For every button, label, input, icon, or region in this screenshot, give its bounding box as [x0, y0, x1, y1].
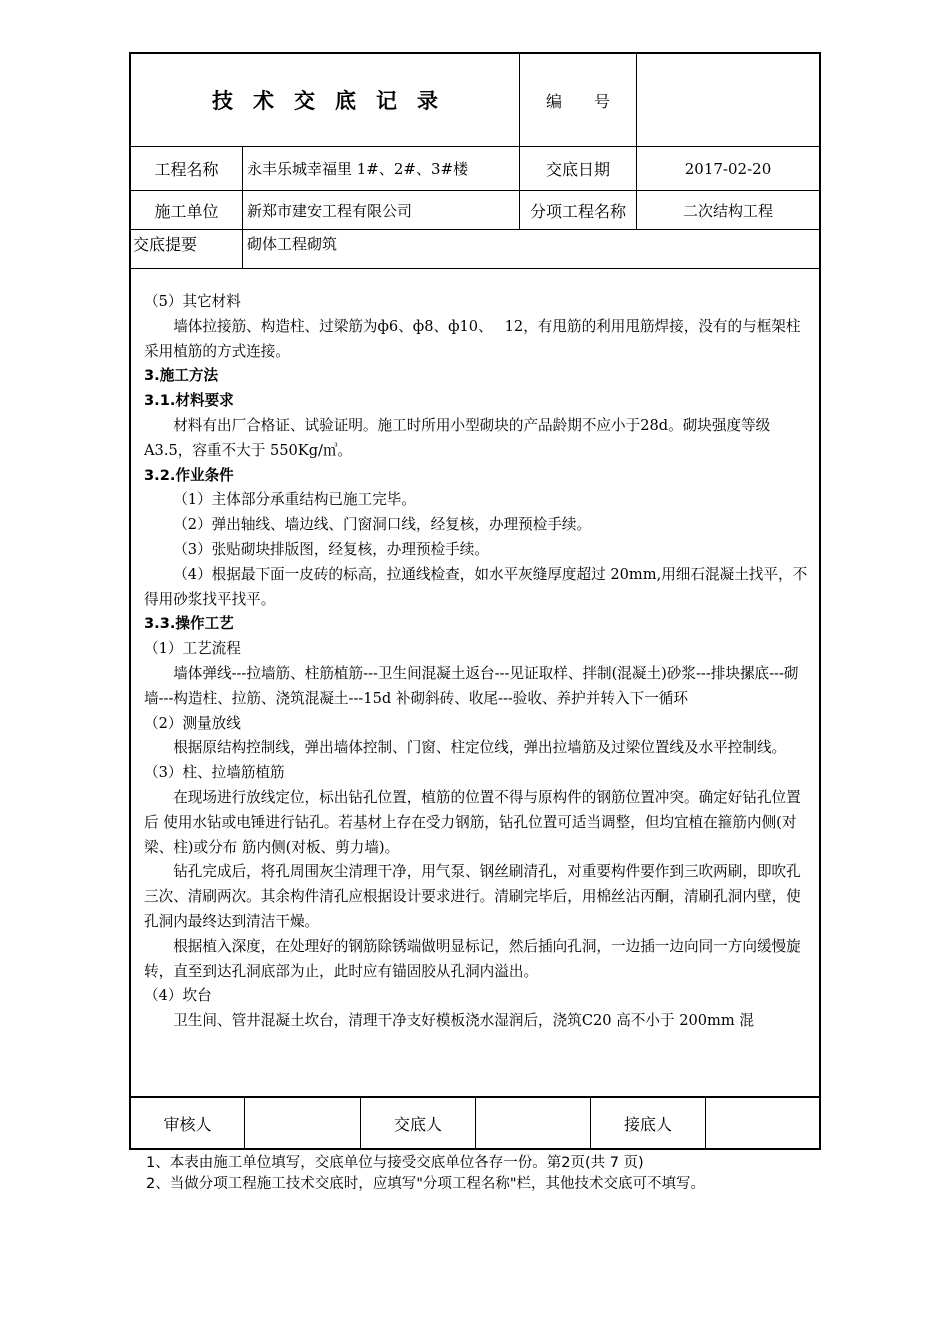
- discloser-value[interactable]: [476, 1098, 590, 1148]
- reviewer-label: 审核人: [163, 1114, 212, 1134]
- content-paragraph: 卫生间、管井混凝土坎台，清理干净支好模板浇水湿润后，浇筑C20 高不小于 200mm 混: [173, 1012, 754, 1030]
- receiver-label: 接底人: [623, 1114, 672, 1134]
- subproject-value[interactable]: 二次结构工程: [682, 201, 773, 220]
- content-paragraph: 墙体弹线---拉墙筋、柱筋植筋---卫生间混凝土返台---见证取样、拌制(混凝土)砂浆---排块摞底---砌墙---构造柱、拉筋、浇筑混凝土---15d 补砌斜砖、收尾---验收、养护并转入下一循环: [144, 664, 799, 707]
- section-heading: 3.2.作业条件: [144, 466, 234, 484]
- divider: [131, 268, 819, 269]
- content-paragraph: 在现场进行放线定位，标出钻孔位置，植筋的位置不得与原构件的钢筋位置冲突。确定好钻孔位置后 使用水钻或电锤进行钻孔。若基材上存在受力钢筋，钻孔位置可适当调整，但均宜植在箍筋内侧(对梁、柱)或分布 筋内侧(对板、剪力墙)。: [144, 788, 801, 856]
- content-paragraph: （3）张贴砌块排版图，经复核，办理预检手续。: [173, 540, 489, 558]
- summary-label: 交底提要: [133, 234, 198, 254]
- number-value[interactable]: [637, 54, 819, 146]
- note-line: 2、当做分项工程施工技术交底时，应填写"分项工程名称"栏，其他技术交底可不填写。: [146, 1176, 706, 1192]
- content-paragraph: （4）根据最下面一皮砖的标高，拉通线检查，如水平灰缝厚度超过 20mm,用细石混凝土找平，不得用砂浆找平找平。: [144, 565, 808, 608]
- section-heading: 3.3.操作工艺: [144, 615, 234, 633]
- reviewer-value[interactable]: [245, 1098, 360, 1148]
- content-paragraph: 根据植入深度，在处理好的钢筋除锈端做明显标记，然后插向孔洞，一边插一边向同一方向缓慢旋转，直至到达孔洞底部为止，此时应有锚固胶从孔洞内溢出。: [144, 937, 801, 980]
- content-paragraph: 钻孔完成后，将孔周围灰尘清理干净，用气泵、钢丝刷清孔，对重要构件要作到三吹两刷，即吹孔三次、清刷两次。其余构件清孔应根据设计要求进行。清刷完毕后，用棉丝沾丙酮，清刷孔洞内壁，使孔洞内最终达到清洁干燥。: [144, 863, 801, 930]
- content-paragraph: 墙体拉接筋、构造柱、过梁筋为ф6、ф8、ф10、 12，有甩筋的利用甩筋焊接，没有的与框架柱采用植筋的方式连接。: [144, 317, 801, 360]
- content-paragraph: （2）测量放线: [144, 714, 241, 732]
- company-value[interactable]: 新郑市建安工程有限公司: [247, 201, 413, 220]
- content-paragraph: （1）工艺流程: [144, 640, 241, 658]
- section-heading: 3.施工方法: [144, 367, 219, 385]
- date-value[interactable]: 2017-02-20: [684, 159, 772, 178]
- content-paragraph: （4）坎台: [144, 987, 212, 1005]
- project-name-label: 工程名称: [154, 160, 219, 179]
- disclosure-content: [144, 290, 814, 1034]
- form-title: 技术交底记录: [212, 89, 458, 113]
- note-line: 1、本表由施工单位填写，交底单位与接受交底单位各存一份。第2页(共 7 页): [146, 1155, 644, 1171]
- content-paragraph: （5）其它材料: [144, 293, 241, 310]
- project-name-value[interactable]: 永丰乐城幸福里 1#、2#、3#楼: [247, 160, 469, 178]
- subproject-label: 分项工程名称: [529, 201, 626, 221]
- content-paragraph: 根据原结构控制线，弹出墙体控制、门窗、柱定位线，弹出拉墙筋及过梁位置线及水平控制线。: [173, 739, 787, 757]
- content-paragraph: （2）弹出轴线、墙边线、门窗洞口线，经复核，办理预检手续。: [173, 516, 592, 534]
- date-label: 交底日期: [545, 160, 610, 179]
- discloser-label: 交底人: [393, 1114, 442, 1134]
- summary-value[interactable]: 砌体工程砌筑: [247, 234, 338, 253]
- content-paragraph: （3）柱、拉墙筋植筋: [144, 764, 285, 782]
- form-notes: [146, 1153, 705, 1195]
- number-label: 编 号: [545, 91, 610, 111]
- receiver-value[interactable]: [706, 1098, 819, 1148]
- content-paragraph: 材料有出厂合格证、试验证明。施工时所用小型砌块的产品龄期不应小于28d。砌块强度等级 A3.5，容重不大于 550Kg/㎥。: [144, 416, 771, 459]
- company-label: 施工单位: [154, 201, 219, 221]
- content-paragraph: （1）主体部分承重结构已施工完毕。: [173, 491, 416, 509]
- section-heading: 3.1.材料要求: [144, 392, 234, 410]
